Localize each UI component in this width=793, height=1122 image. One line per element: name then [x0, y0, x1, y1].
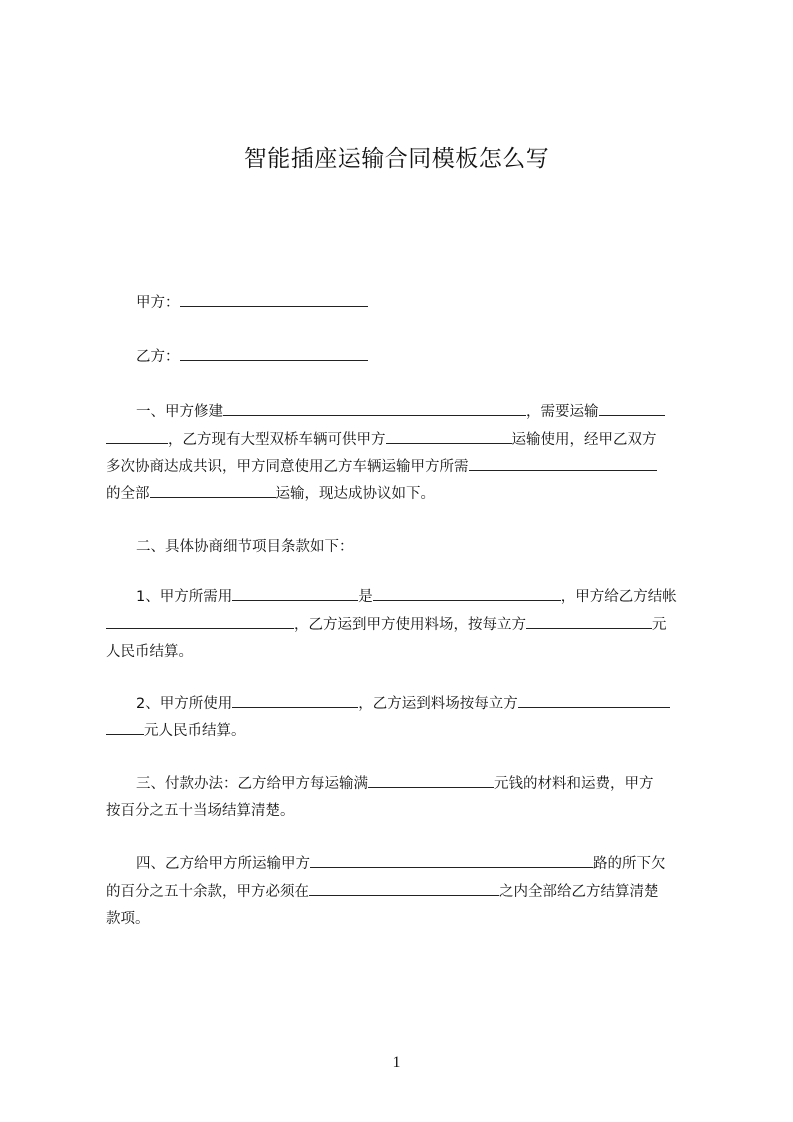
- blank: [232, 586, 358, 601]
- section-1-text: 一、甲方修建: [136, 404, 223, 420]
- blank: [368, 773, 494, 788]
- item-1-text: 1、甲方所需用: [136, 589, 233, 605]
- page-number: 1: [392, 1054, 401, 1071]
- party-a-line: [136, 291, 368, 312]
- blank: [526, 614, 652, 629]
- section-4-text: 路的所下欠: [593, 856, 666, 872]
- section-1-text: 的全部: [106, 486, 150, 502]
- blank: [518, 693, 670, 708]
- section-4-line-2: [106, 880, 659, 901]
- item-1-line-2: [106, 613, 667, 634]
- section-3-text: 三、付款办法：乙方给甲方每运输满: [136, 776, 368, 792]
- party-b-line: [136, 345, 368, 366]
- blank: [373, 586, 561, 601]
- section-3-text: 元钱的材料和运费，甲方: [494, 776, 654, 792]
- section-1-line-2: [106, 428, 657, 449]
- section-1-line-4: [106, 482, 435, 503]
- blank: [106, 429, 168, 444]
- blank: [469, 456, 657, 471]
- item-2-line-2: [106, 719, 246, 740]
- item-2-text: ，乙方运到料场按每立方: [358, 696, 518, 712]
- item-1-text: ，甲方给乙方结帐: [560, 589, 677, 605]
- item-2-text: 元人民币结算。: [144, 723, 246, 739]
- item-2-text: 2、甲方所使用: [136, 696, 233, 712]
- section-3-line-2: [106, 799, 295, 820]
- item-1-text: 人民币结算。: [106, 644, 193, 660]
- section-4-text: 的百分之五十余款，甲方必须在: [106, 884, 309, 900]
- item-1-line-3: [106, 640, 193, 661]
- section-4-text: 之内全部给乙方结算清楚: [499, 884, 659, 900]
- item-1-text: 是: [358, 589, 373, 605]
- blank: [232, 693, 358, 708]
- party-a-blank: [180, 292, 368, 307]
- section-4-text: 款项。: [106, 911, 150, 927]
- blank: [309, 881, 499, 896]
- blank: [106, 614, 294, 629]
- party-b-label: 乙方：: [136, 349, 180, 365]
- section-1-text: 运输，现达成协议如下。: [275, 486, 435, 502]
- section-1-text: 运输使用，经甲乙双方: [511, 432, 657, 448]
- blank: [310, 853, 593, 868]
- section-2-text: 二、具体协商细节项目条款如下：: [136, 539, 354, 555]
- section-1-line-3: [106, 455, 657, 476]
- section-4-line-3: [106, 907, 150, 928]
- blank: [599, 401, 665, 416]
- section-1-text: 多次协商达成共识，甲方同意使用乙方车辆运输甲方所需: [106, 459, 469, 475]
- blank: [106, 720, 144, 735]
- blank: [223, 401, 526, 416]
- item-1-line-1: [136, 585, 677, 606]
- section-1-text: ，乙方现有大型双桥车辆可供甲方: [168, 432, 386, 448]
- party-a-label: 甲方：: [136, 295, 180, 311]
- item-2-line-1: [136, 692, 670, 713]
- section-2-heading: [136, 535, 354, 556]
- section-4-text: 四、乙方给甲方所运输甲方: [136, 856, 310, 872]
- contract-title: 智能插座运输合同模板怎么写: [243, 146, 550, 172]
- item-1-text: ，乙方运到甲方使用料场，按每立方: [294, 617, 526, 633]
- section-3-text: 按百分之五十当场结算清楚。: [106, 803, 295, 819]
- item-1-text: 元: [652, 617, 667, 633]
- blank: [386, 429, 512, 444]
- section-1-line-1: [136, 400, 665, 421]
- section-4-line-1: [136, 852, 666, 873]
- section-3-line-1: [136, 772, 654, 793]
- section-1-text: ，需要运输: [526, 404, 599, 420]
- party-b-blank: [180, 346, 368, 361]
- blank: [150, 483, 276, 498]
